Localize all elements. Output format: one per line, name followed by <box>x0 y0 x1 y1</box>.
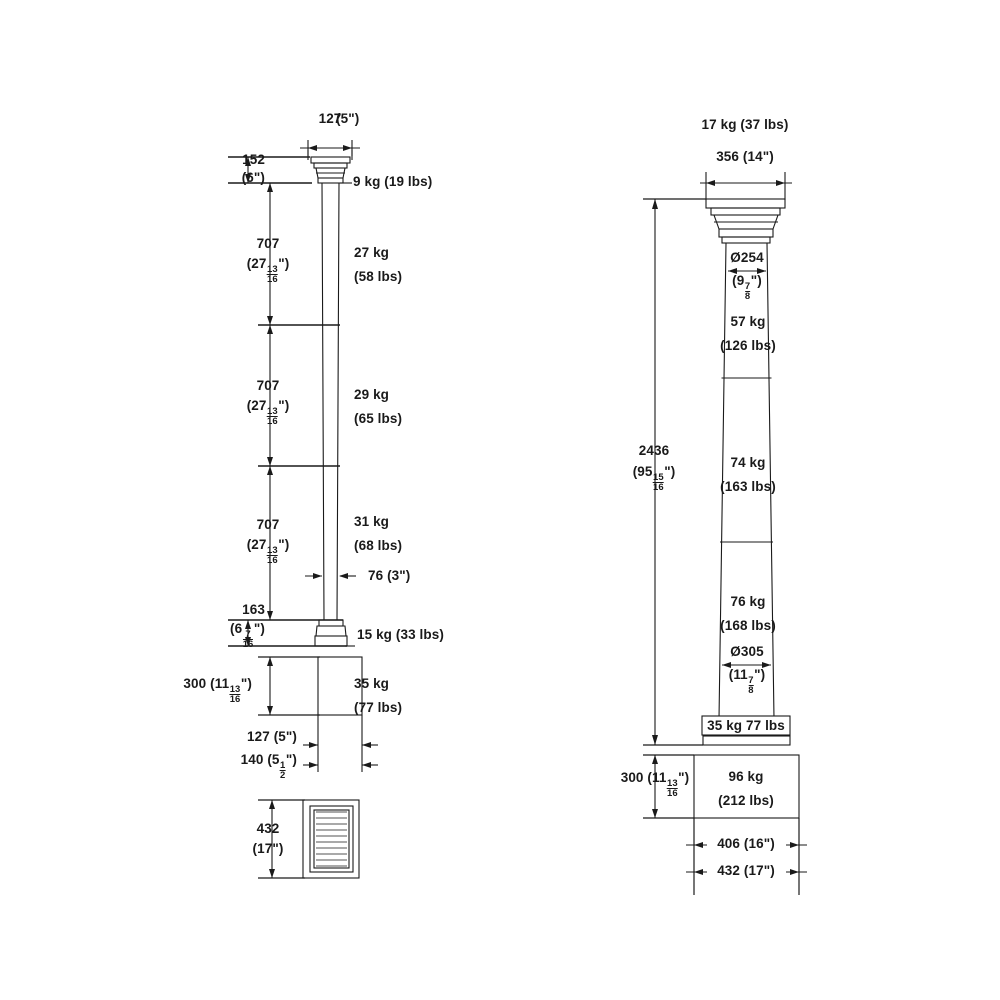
right-cap-weight: 17 kg (37 lbs) <box>701 117 789 132</box>
left-plinth-height-inch: (17") <box>252 841 284 856</box>
right-seg1-weight-kg: 57 kg <box>730 314 766 329</box>
left-seg4-weight-kg: 31 kg <box>354 514 390 529</box>
left-thickness-dim <box>305 573 356 579</box>
left-shaft-thickness: 76 (3") <box>368 568 411 583</box>
right-diameter-top-inch: (9 $\frac{7}{8}$ ") <box>732 273 762 303</box>
right-plinth-width-dims <box>686 818 807 895</box>
left-plinth-height-mm: 432 <box>256 821 280 836</box>
left-seg3-weight-kg: 29 kg <box>354 387 390 402</box>
right-plinth-weight-kg: 96 kg <box>728 769 764 784</box>
left-seg4-weight-lbs: (68 lbs) <box>354 538 403 553</box>
left-seg4-length-inch: (27 $\frac{13}{16}$ ") <box>246 537 290 567</box>
right-seg2-weight-lbs: (163 lbs) <box>720 479 776 494</box>
right-plinth-weight-lbs: (212 lbs) <box>718 793 774 808</box>
right-overall-height-inch: (95 $\frac{15}{16}$ ") <box>632 464 676 494</box>
left-seg6-length: 300 (11 $\frac{13}{16}$ ") <box>183 676 252 706</box>
left-base-width-2: 140 (5 $\frac{1}{2}$ ") <box>240 752 297 782</box>
left-seg2-length-inch: (27 $\frac{13}{16}$ ") <box>246 256 290 286</box>
left-seg3-weight-lbs: (65 lbs) <box>354 411 403 426</box>
left-base-width-dims <box>303 715 378 772</box>
right-plinth-width-2: 432 (17") <box>717 863 775 878</box>
left-top-width-label: 127 <box>318 111 342 126</box>
left-top-width-inch: (5") <box>336 111 360 126</box>
left-seg2-weight-lbs: (58 lbs) <box>354 269 403 284</box>
left-seg2-length-mm: 707 <box>256 236 280 251</box>
left-seg5-length-mm: 163 <box>242 602 265 617</box>
left-seg3-length-mm: 707 <box>256 378 280 393</box>
left-seg4-length-mm: 707 <box>256 517 280 532</box>
right-overall-height-mm: 2436 <box>638 443 670 458</box>
left-base-width-1: 127 (5") <box>247 729 297 744</box>
left-seg2-weight-kg: 27 kg <box>354 245 390 260</box>
right-diameter-bottom-mm: Ø305 <box>730 644 764 659</box>
right-seg3-weight-lbs: (168 lbs) <box>720 618 776 633</box>
left-seg1-length-mm: 152 <box>242 152 265 167</box>
right-cap-width-dim <box>700 172 792 200</box>
left-seg1-length-inch: (6") <box>241 170 265 185</box>
left-seg6-weight-kg: 35 kg <box>354 676 390 691</box>
right-plinth-height: 300 (11 $\frac{13}{16}$ ") <box>620 770 690 800</box>
right-seg2-weight-kg: 74 kg <box>730 455 766 470</box>
right-plinth-width-1: 406 (16") <box>717 836 775 851</box>
right-seg3-weight-kg: 76 kg <box>730 594 766 609</box>
right-diameter-top-mm: Ø254 <box>730 250 764 265</box>
right-cap-width: 356 (14") <box>716 149 774 164</box>
left-seg1-weight: 9 kg (19 lbs) <box>353 174 433 189</box>
left-seg6-weight-lbs: (77 lbs) <box>354 700 403 715</box>
left-seg5-length-inch: (6 $\frac{7}{16}$ ") <box>229 621 265 651</box>
left-seg5-weight: 15 kg (33 lbs) <box>357 627 444 642</box>
left-seg3-length-inch: (27 $\frac{13}{16}$ ") <box>246 398 290 428</box>
right-seg1-weight-lbs: (126 lbs) <box>720 338 776 353</box>
right-base-ring-weight: 35 kg 77 lbs <box>707 718 785 733</box>
right-diameter-bottom-inch: (11 $\frac{7}{8}$ ") <box>728 667 766 697</box>
